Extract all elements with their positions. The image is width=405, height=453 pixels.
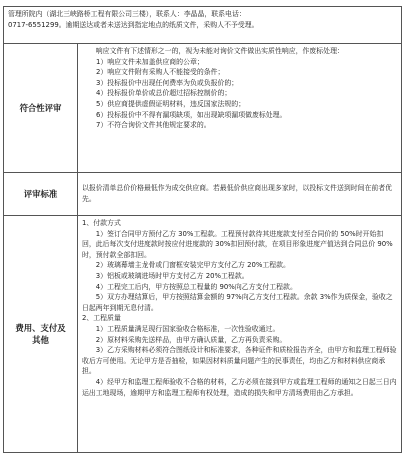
payment-label-line-1: 费用、支付及 [15, 323, 66, 333]
conformity-item: 6）投标报价中不得有漏项缺项，如出现缺项漏项做废标处理。 [96, 110, 287, 119]
conformity-label: 符合性评审 [4, 44, 78, 173]
criteria-row [4, 173, 402, 216]
payment-label-line-2: 其他 [32, 335, 49, 345]
submission-line-2: 0717-6551299。逾期送达或者未送达到指定地点的纸质文件，采购人不予受理。 [8, 20, 259, 29]
conformity-intro: 响应文件有下述情形之一的，视为未能对询价文件做出实质性响应，作废标处理： [95, 47, 344, 55]
submission-row [4, 7, 402, 44]
payment-item: 4）工程完工后内，甲方按照总工程量的 90%向乙方支付工程款。 [95, 282, 297, 291]
conformity-item: 5）供应商提供虚假证明材料，违反国家法规的； [96, 99, 246, 108]
payment-item: 5）双方办理结算后，甲方按照结算金额的 97%向乙方支付工程款。余款 3%作为质保金，验收之日起两年到期无息付清。 [82, 293, 393, 312]
payment-item: 2）玻璃幕墙主龙骨或门窗框安装完甲方支付乙方 20%工程款。 [95, 261, 290, 270]
payment-label [4, 216, 78, 453]
submission-line-1: 管理所院内（湖北三峡路桥工程有限公司三楼），联系人：李晶晶，联系电话： [8, 10, 246, 18]
conformity-item: 4）投标报价单价或总价超过招标控制价的； [96, 89, 232, 98]
quality-item: 2）原材料采购先送样品，由甲方确认质量，乙方再负责采购。 [95, 335, 287, 344]
conformity-item: 3）投标报价中出现任何费率为负或负报价的； [96, 78, 239, 87]
conformity-content [78, 44, 402, 173]
quality-item: 1）工程质量满足现行国家验收合格标准，一次性验收通过。 [95, 324, 280, 333]
conformity-item: 2）响应文件附有采购人不能接受的条件； [96, 68, 225, 77]
document-table [3, 6, 402, 453]
payment-row [4, 216, 402, 453]
quality-item: 3）乙方采购材料必须符合图纸设计和标准要求，各种证件和质检报告齐全，由甲方和监理工程师验收后方可使用。无论甲方是否抽检，如果因材料质量问题产生的民事责任，均由乙方和材料供应商承担。 [82, 346, 397, 376]
payment-item: 1）签订合同甲方预付乙方 30%工程款。工程预付款待其进度款支付至合同价的 50%时开始扣回，此后每次支付进度款时按应付进度款的 30%扣回预付款，在项目形象进度产值达到合同总价 90%时，预付款全部扣回。 [82, 229, 393, 259]
criteria-content [78, 173, 402, 216]
payment-item: 3）铝板或玻璃进场时甲方支付乙方 20%工程款。 [95, 271, 249, 280]
conformity-item: 7）不符合询价文件其他规定要求的。 [96, 121, 211, 130]
quality-item: 4）经甲方和监理工程师验收不合格的材料，乙方必须在接到甲方或监理工程师的通知之日起三日内运出工地现场，逾期甲方和监理工程师有权处理，造成的损失和甲方清场费用由乙方承担。 [82, 377, 397, 397]
payment-method-title: 1、付款方式 [82, 219, 121, 227]
quality-title: 2、工程质量 [82, 314, 121, 323]
payment-content [78, 216, 402, 453]
criteria-label: 评审标准 [4, 173, 78, 216]
conformity-item: 1）响应文件未加盖供应商的公章； [96, 57, 204, 66]
conformity-row [4, 44, 402, 173]
criteria-text: 以报价清单总价价格最低作为成交供应商。若最低价供应商出现多家时，以投标文件送到时间在前者优先。 [82, 184, 393, 203]
submission-cell [4, 7, 402, 44]
